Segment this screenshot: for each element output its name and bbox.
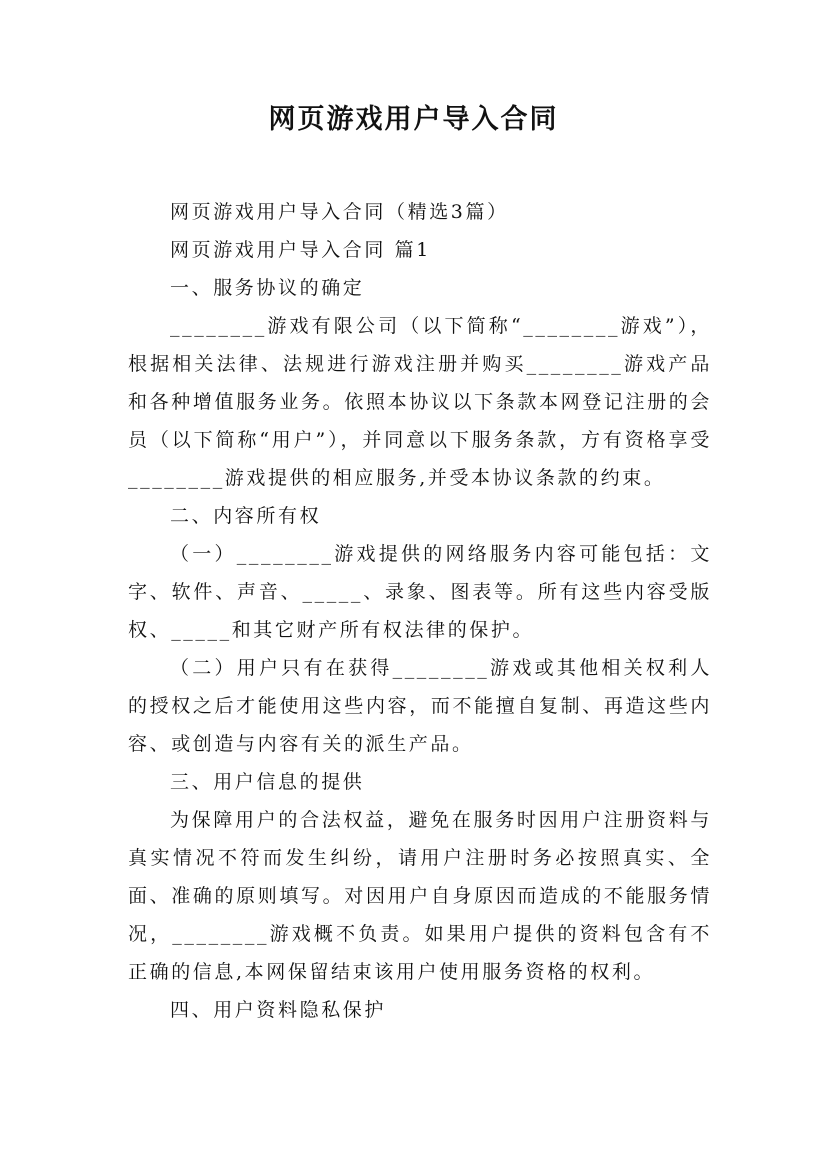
document-body: [128, 193, 712, 1029]
document-title: 网页游戏用户导入合同: [268, 104, 559, 135]
paragraph-intro: 网页游戏用户导入合同（精选3篇）: [170, 201, 509, 223]
section-heading-3: 三、用户信息的提供: [170, 771, 365, 793]
section-heading-1: 一、服务协议的确定: [170, 277, 365, 299]
paragraph-user-info: 为保障用户的合法权益，避免在服务时因用户注册资料与真实情况不符而发生纠纷，请用户注册时务必按照真实、全面、准确的原则填写。对因用户自身原因而造成的不能服务情况，________游戏概不负责。如果用户提供的资料包含有不正确的信息,本网保留结束该用户使用服务资格的权利。: [128, 809, 712, 983]
paragraph-content-1: （一）________游戏提供的网络服务内容可能包括：文字、软件、声音、_____、录象、图表等。所有这些内容受版权、_____和其它财产所有权法律的保护。: [128, 543, 712, 641]
paragraph-part-heading: 网页游戏用户导入合同 篇1: [170, 239, 431, 261]
section-heading-4: 四、用户资料隐私保护: [170, 999, 387, 1021]
paragraph-content-2: （二）用户只有在获得________游戏或其他相关权利人的授权之后才能使用这些内容，而不能擅自复制、再造这些内容、或创造与内容有关的派生产品。: [128, 657, 712, 755]
section-heading-2: 二、内容所有权: [170, 505, 322, 527]
paragraph-service-agreement: ________游戏有限公司（以下简称“________游戏”），根据相关法律、法规进行游戏注册并购买________游戏产品和各种增值服务业务。依照本协议以下条款本网登记注册的会员（以下简称“用户”），并同意以下服务条款，方有资格享受________游戏提供的相应服务,并受本协议条款的约束。: [128, 315, 712, 489]
